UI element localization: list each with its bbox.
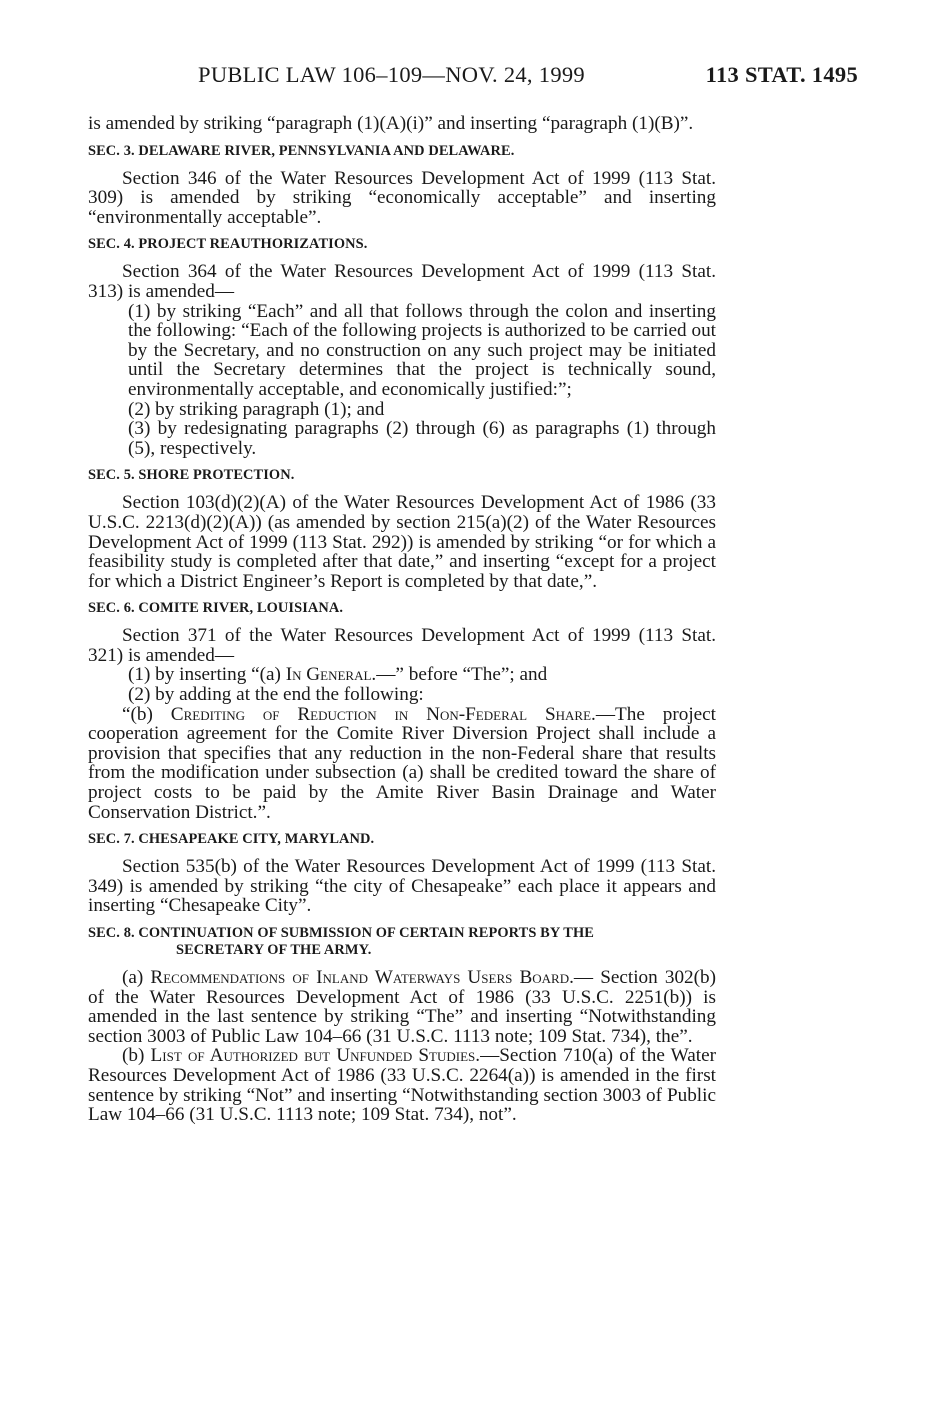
section-8-a-pre: (a) [122,967,144,988]
section-5-heading: SEC. 5. SHORE PROTECTION. [88,467,295,484]
document-page [88,62,858,1125]
section-8-heading-line-1: SEC. 8. CONTINUATION OF SUBMISSION OF CERTAIN REPORTS BY THE [88,925,594,941]
section-3-text: Section 346 of the Water Resources Development Act of 1999 (113 Stat. 309) is amended by striking “economically acceptable” and inserting “environmentally acceptable”. [88,167,716,228]
section-8-b-post: .—Section 710(a) of the Water Resources Development Act of 1986 (33 U.S.C. 2264(a)) is amended in the first sentence by striking “Not” and inserting “Notwithstanding section 3003 of Public Law 104–66 (31 U.S.C. 1113 note; 109 Stat. 734), not”. [88,1045,716,1126]
section-8-subsection-b [88,1046,716,1124]
section-6-item-1-post: .—” before “The”; and [371,664,548,686]
section-5-text: Section 103(d)(2)(A) of the Water Resources Development Act of 1986 (33 U.S.C. 2213(d)(2)(A)) (as amended by section 215(a)(2) of the Water Resources Development Act of 1999 (113 Stat. 292)) is amended by striking “or for which a feasibility study is completed after that date,” and inserting “except for a project for which a District Engineer’s Report is completed by that date,”. [88,492,716,592]
section-8-a-post: .— Section 302(b) of the Water Resources Development Act of 1986 (33 U.S.C. 2251(b)) is amended in the last sentence by striking “The” and inserting “Notwithstanding section 3003 of Public Law 104–66 (31 U.S.C. 1113 note; 109 Stat. 734), the”. [88,967,717,1047]
section-4-item-2: (2) by striking paragraph (1); and [128,398,385,420]
document-body [88,114,716,1125]
section-4-item-1: (1) by striking “Each” and all that follows through the colon and inserting the following: “Each of the following projects is authorized to be carried out by the Secretary, and no construction on any such project may be initiated until the Secretary determines that the project is technically sound, environmentally acceptable, and economically justified:”; [128,300,716,400]
section-6-item-1-pre: (1) by inserting “(a) [128,664,281,686]
section-6-item-2: (2) by adding at the end the following: [128,684,424,706]
section-6-item-1 [88,665,716,685]
section-4-item-3: (3) by redesignating paragraphs (2) through (6) as paragraphs (1) through (5), respectively. [128,418,716,459]
section-4-heading: SEC. 4. PROJECT REAUTHORIZATIONS. [88,236,368,253]
section-8-b-pre: (b) [122,1045,145,1067]
section-6-heading: SEC. 6. COMITE RIVER, LOUISIANA. [88,600,344,617]
intro-paragraph: is amended by striking “paragraph (1)(A)(i)” and inserting “paragraph (1)(B)”. [88,113,694,134]
running-head-title: PUBLIC LAW 106–109—NOV. 24, 1999 [198,62,585,87]
section-3-heading: SEC. 3. DELAWARE RIVER, PENNSYLVANIA AND DELAWARE. [88,142,515,159]
section-6-text: Section 371 of the Water Resources Development Act of 1999 (113 Stat. 321) is amended— [88,625,716,666]
section-6-quote-smallcaps: Crediting of Reduction in Non-Federal Share [170,703,592,725]
section-4-text: Section 364 of the Water Resources Development Act of 1999 (113 Stat. 313) is amended— [88,261,716,302]
section-6-quote-pre: “(b) [122,703,153,725]
section-8-heading [88,925,716,959]
section-6-item-1-smallcaps: In General [285,664,372,686]
running-head [88,62,858,92]
section-7-text: Section 535(b) of the Water Resources Development Act of 1999 (113 Stat. 349) is amended by striking “the city of Chesapeake” each place it appears and inserting “Chesapeake City”. [88,856,716,917]
section-6-quoted-subsection [88,705,716,823]
statute-page-number: 113 STAT. 1495 [705,62,858,87]
section-8-b-smallcaps: List of Authorized but Unfunded Studies [150,1045,476,1067]
section-8-subsection-a [88,968,716,1046]
section-8-a-smallcaps: Recommendations of Inland Waterways Users Board [150,967,570,988]
section-6-quote-post: .—The project cooperation agreement for the Comite River Diversion Project shall include a provision that specifies that any reduction in the non-Federal share that results from the modification under subsection (a) shall be credited toward the share of project costs to be paid by the Amite River Basin Drainage and Water Conservation District.”. [88,703,717,823]
section-7-heading: SEC. 7. CHESAPEAKE CITY, MARYLAND. [88,831,375,848]
section-8-heading-line-2: SECRETARY OF THE ARMY. [176,942,372,958]
